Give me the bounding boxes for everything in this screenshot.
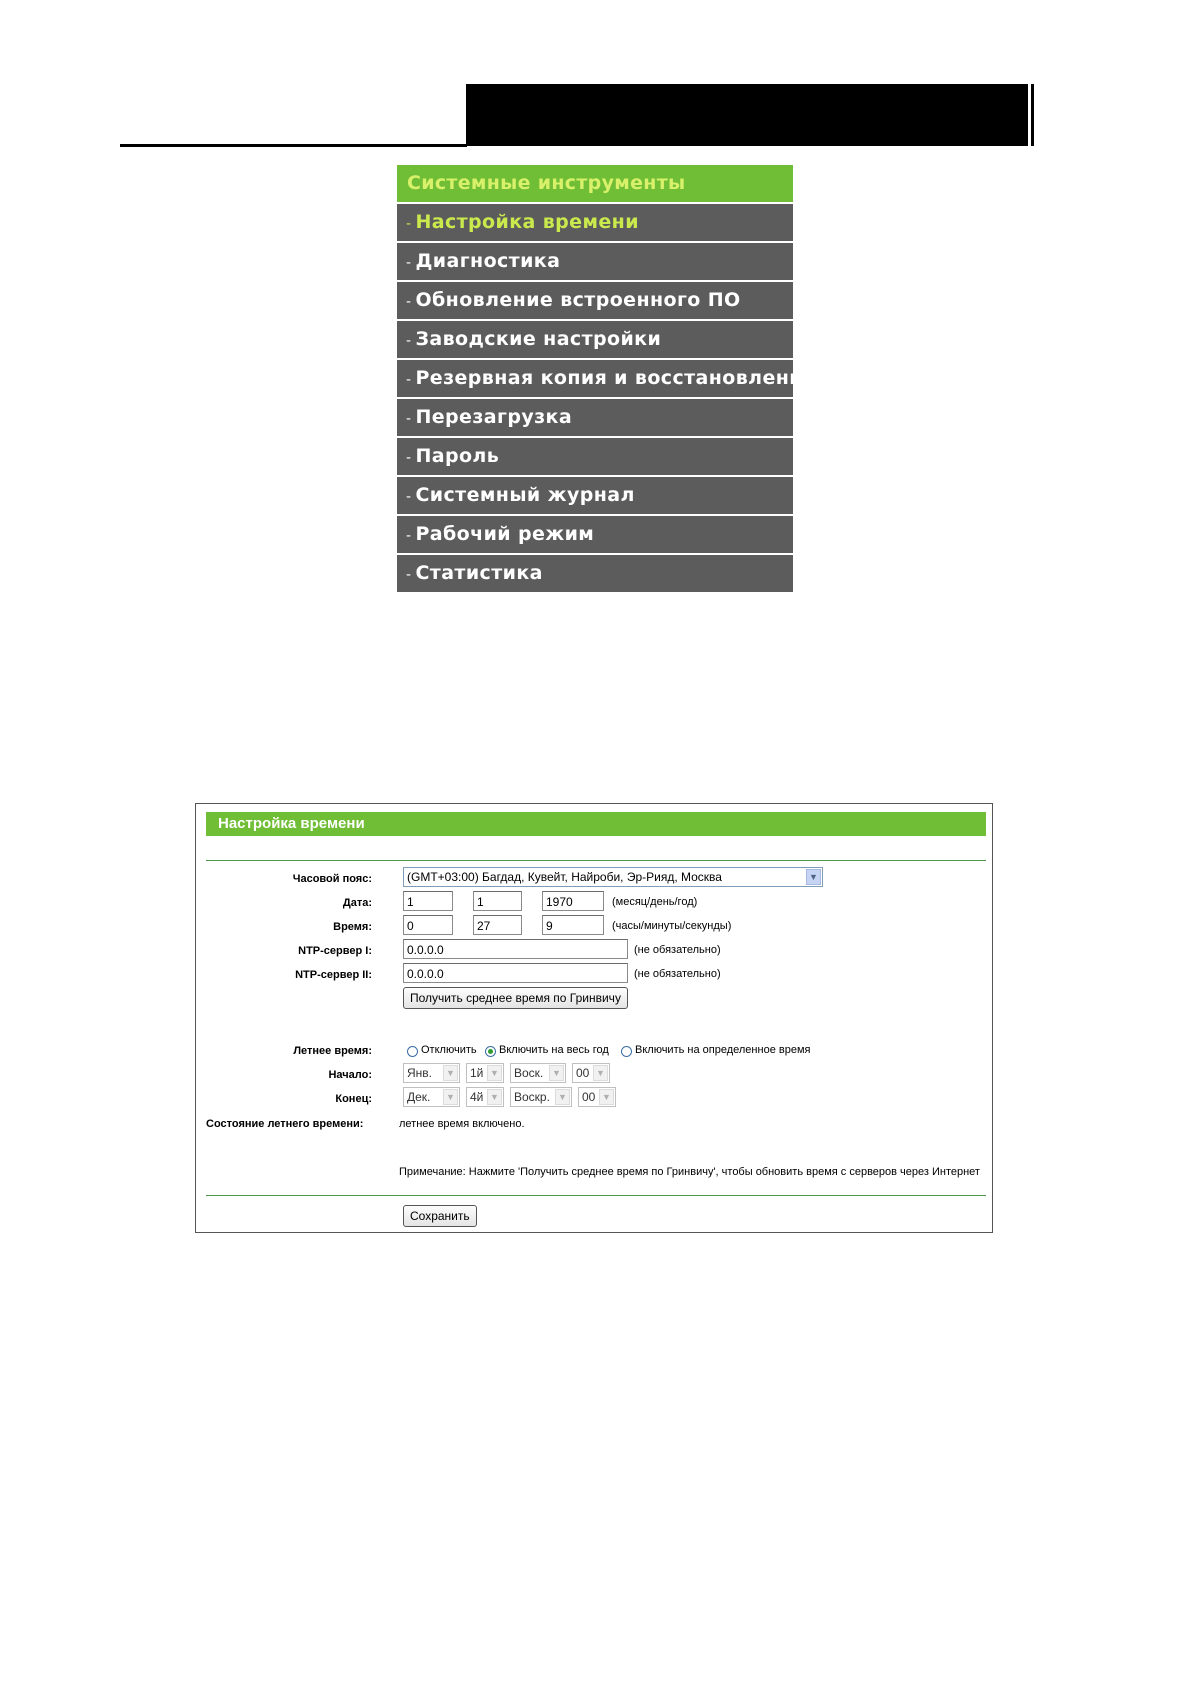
chevron-down-icon[interactable]: ▼ (487, 1089, 502, 1105)
chevron-down-icon[interactable]: ▼ (549, 1065, 564, 1081)
ntp1-hint: (не обязательно) (634, 944, 721, 956)
system-tools-menu (397, 165, 817, 592)
dst-start-week-select[interactable]: 1й ▼ (466, 1063, 504, 1083)
date-year-input[interactable]: 1970 (542, 891, 604, 911)
chevron-down-icon[interactable]: ▼ (599, 1089, 614, 1105)
dst-end-week-select[interactable]: 4й ▼ (466, 1087, 504, 1107)
time-hint: (часы/минуты/секунды) (612, 920, 732, 932)
dst-start-month-select[interactable]: Янв. ▼ (403, 1063, 460, 1083)
ntp1-label: NTP-сервер I: (298, 945, 372, 957)
menu-item-backup-restore[interactable]: - Резервная копия и восстановление (397, 360, 793, 397)
header-bar (466, 84, 1031, 146)
note-text: Примечание: Нажмите 'Получить среднее время по Гринвичу', чтобы обновить время с серверов через Интернет (399, 1166, 980, 1178)
header-rule (120, 144, 467, 147)
ntp2-label: NTP-сервер II: (295, 969, 372, 981)
save-button[interactable]: Сохранить (403, 1205, 477, 1227)
date-label: Дата: (342, 897, 372, 909)
dst-all-year-radio[interactable] (485, 1046, 496, 1057)
ntp2-hint: (не обязательно) (634, 968, 721, 980)
dst-end-day-select[interactable]: Воскр. ▼ (510, 1087, 572, 1107)
menu-item-system-log[interactable]: - Системный журнал (397, 477, 793, 514)
divider-bottom (206, 1195, 986, 1196)
dst-disable-radio[interactable] (407, 1046, 418, 1057)
chevron-down-icon[interactable]: ▼ (443, 1065, 458, 1081)
timezone-label: Часовой пояс: (292, 873, 372, 885)
dst-start-label: Начало: (328, 1069, 372, 1081)
menu-item-password[interactable]: - Пароль (397, 438, 793, 475)
menu-item-operation-mode[interactable]: - Рабочий режим (397, 516, 793, 553)
time-hours-input[interactable]: 0 (403, 915, 453, 935)
dst-disable-label: Отключить (421, 1044, 477, 1056)
ntp2-input[interactable]: 0.0.0.0 (403, 963, 628, 983)
dst-end-label: Конец: (335, 1093, 372, 1105)
get-gmt-button[interactable]: Получить среднее время по Гринвичу (403, 987, 628, 1009)
time-settings-panel (195, 803, 993, 1233)
menu-title[interactable]: Системные инструменты (397, 165, 793, 202)
dst-all-year-label: Включить на весь год (499, 1044, 609, 1056)
menu-item-statistics[interactable]: - Статистика (397, 555, 793, 592)
panel-title: Настройка времени (206, 812, 986, 836)
date-hint: (месяц/день/год) (612, 896, 698, 908)
menu-item-firmware-upgrade[interactable]: - Обновление встроенного ПО (397, 282, 793, 319)
dst-end-month-select[interactable]: Дек. ▼ (403, 1087, 460, 1107)
dst-start-day-select[interactable]: Воск. ▼ (510, 1063, 566, 1083)
time-label: Время: (333, 921, 372, 933)
ntp1-input[interactable]: 0.0.0.0 (403, 939, 628, 959)
chevron-down-icon[interactable]: ▼ (487, 1065, 502, 1081)
dst-period-label: Включить на определенное время (635, 1044, 811, 1056)
dst-start-hour-select[interactable]: 00 ▼ (572, 1063, 610, 1083)
timezone-select[interactable]: (GMT+03:00) Багдад, Кувейт, Найроби, Эр-Рияд, Москва ▼ (403, 867, 823, 887)
chevron-down-icon[interactable]: ▼ (443, 1089, 458, 1105)
dst-status-label: Состояние летнего времени: (206, 1118, 364, 1130)
divider-top (206, 860, 986, 861)
time-minutes-input[interactable]: 27 (473, 915, 522, 935)
menu-item-time-settings[interactable]: - Настройка времени (397, 204, 793, 241)
chevron-down-icon[interactable]: ▼ (806, 869, 821, 885)
menu-item-reboot[interactable]: - Перезагрузка (397, 399, 793, 436)
date-day-input[interactable]: 1 (473, 891, 522, 911)
chevron-down-icon[interactable]: ▼ (555, 1089, 570, 1105)
dst-label: Летнее время: (293, 1045, 372, 1057)
chevron-down-icon[interactable]: ▼ (593, 1065, 608, 1081)
menu-item-factory-defaults[interactable]: - Заводские настройки (397, 321, 793, 358)
menu-item-diagnostics[interactable]: - Диагностика (397, 243, 793, 280)
time-seconds-input[interactable]: 9 (542, 915, 604, 935)
dst-end-hour-select[interactable]: 00 ▼ (578, 1087, 616, 1107)
dst-status-value: летнее время включено. (399, 1118, 525, 1130)
date-month-input[interactable]: 1 (403, 891, 453, 911)
dst-period-radio[interactable] (621, 1046, 632, 1057)
